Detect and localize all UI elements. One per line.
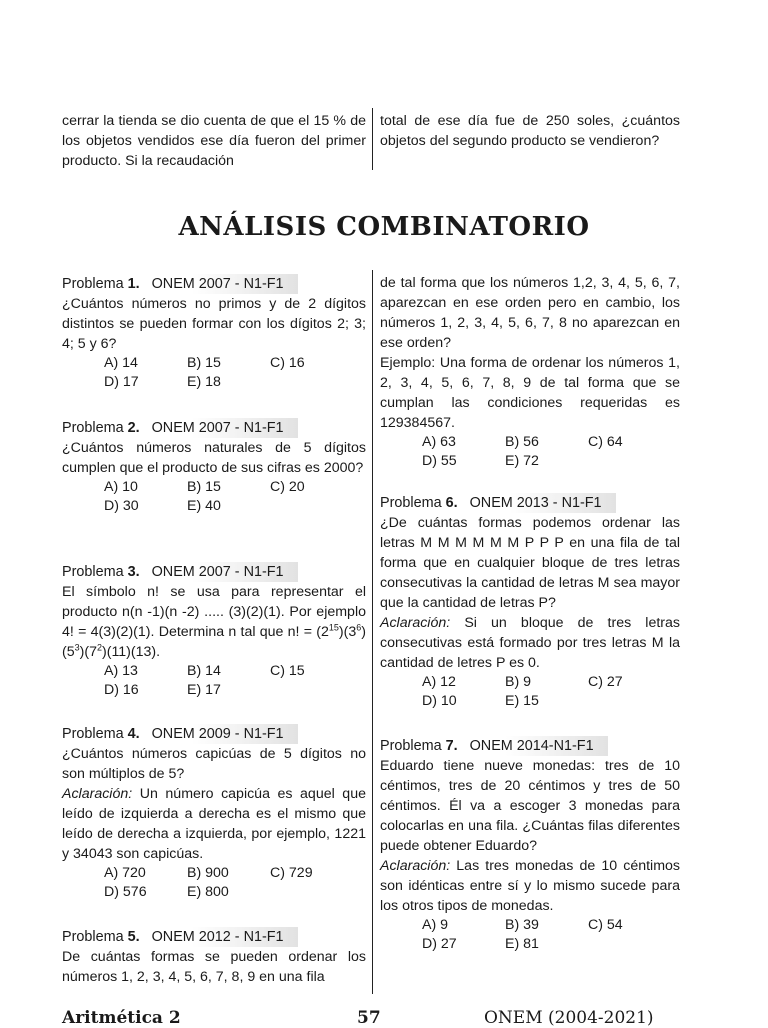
option-e: E) 18	[187, 374, 221, 390]
problem-source: ONEM 2007 - N1-F1	[151, 564, 284, 580]
problem-text: ¿Cuántos números naturales de 5 dígitos cumplen que el producto de sus cifras es 2000?	[62, 440, 366, 476]
problem-text-continued: de tal forma que los números 1,2, 3, 4, 5, 6, 7, aparezcan en ese orden pero en cambio, los números 1, 2, 3, 4, 5, 6, 7, 8 no aparezcan en ese orden?	[380, 275, 680, 351]
problem-source: ONEM 2007 - N1-F1	[151, 276, 284, 292]
clarification: Aclaración: Un número capicúa es aquel que leído de izquierda a derecha es el mismo que leído de derecha a izquierda, por ejemplo, 1221 y 34043 son capicúas.	[62, 786, 366, 862]
problem-text: ¿De cuántas formas podemos ordenar las letras M M M M M M P P P en una fila de tal forma que en cualquier bloque de tres letras consecutivas la cantidad de letras M sea mayor que la cantidad de letras P?	[380, 515, 680, 611]
problem-number: 1.	[127, 276, 140, 292]
option-c: C) 729	[270, 865, 313, 881]
problem-1	[62, 274, 366, 392]
problem-header	[62, 274, 298, 294]
example-text: Ejemplo: Una forma de ordenar los números 1, 2, 3, 4, 5, 6, 7, 8, 9 de tal forma que se cumplan las condiciones requeridas es 129384567.	[380, 355, 680, 431]
problem-label: Problema	[62, 929, 124, 945]
option-c: C) 64	[588, 434, 623, 450]
top-right-text-block	[380, 111, 680, 151]
footer-book-title: Aritmética 2	[62, 1008, 181, 1028]
problem-number: 6.	[445, 495, 458, 511]
footer-series-title: ONEM (2004-2021)	[484, 1008, 654, 1028]
top-left-text-block	[62, 111, 366, 171]
problem-number: 5.	[127, 929, 140, 945]
problem-source: ONEM 2007 - N1-F1	[151, 420, 284, 436]
option-b: B) 15	[187, 479, 221, 495]
problem-number: 7.	[445, 738, 458, 754]
problem-text: El símbolo n! se usa para representar el producto n(n -1)(n -2) ..... (3)(2)(1). Por ejemplo 4! = 4(3)(2)(1). Determina n tal que n! = $(2^{15})(3^6)(5^3)(7^2)(11)(13)$.	[62, 584, 366, 660]
problem-label: Problema	[62, 564, 124, 580]
option-c: C) 20	[270, 479, 305, 495]
problem-header	[380, 493, 616, 513]
option-c: C) 27	[588, 674, 623, 690]
clarification-label: Aclaración:	[380, 615, 451, 631]
column-divider-top	[372, 108, 373, 170]
problem-header	[380, 736, 608, 756]
problem-7	[380, 736, 680, 954]
problem-source: ONEM 2014-N1-F1	[469, 738, 594, 754]
option-d: D) 17	[104, 374, 139, 390]
option-b: B) 14	[187, 663, 221, 679]
problem-text: Eduardo tiene nueve monedas: tres de 10 céntimos, tres de 20 céntimos y tres de 50 céntimos. Él va a escoger 3 monedas para colocarlas en una fila. ¿Cuántas filas diferentes puede obtener Eduardo?	[380, 758, 680, 854]
option-d: D) 10	[422, 693, 457, 709]
option-c: C) 16	[270, 355, 305, 371]
option-d: D) 576	[104, 884, 147, 900]
option-a: A) 9	[422, 917, 449, 933]
problem-label: Problema	[380, 738, 442, 754]
option-b: B) 56	[505, 434, 539, 450]
answer-options	[380, 433, 680, 471]
answer-options	[380, 673, 680, 711]
option-e: E) 72	[505, 453, 539, 469]
option-d: D) 16	[104, 682, 139, 698]
problem-6	[380, 493, 680, 711]
option-a: A) 13	[104, 663, 138, 679]
problem-header	[62, 927, 298, 947]
problem-header	[62, 724, 298, 744]
problem-header	[62, 418, 298, 438]
answer-options	[380, 916, 680, 954]
answer-options	[62, 864, 366, 902]
option-d: D) 30	[104, 498, 139, 514]
section-title: ANÁLISIS COMBINATORIO	[178, 212, 590, 242]
clarification: Aclaración: Las tres monedas de 10 céntimos son idénticas entre sí y lo mismo sucede para los otros tipos de monedas.	[380, 858, 680, 914]
problem-number: 3.	[127, 564, 140, 580]
option-b: B) 9	[505, 674, 532, 690]
top-right-text: total de ese día fue de 250 soles, ¿cuántos objetos del segundo producto se vendieron?	[380, 113, 680, 149]
option-b: B) 15	[187, 355, 221, 371]
option-e: E) 40	[187, 498, 221, 514]
problem-text: De cuántas formas se pueden ordenar los números 1, 2, 3, 4, 5, 6, 7, 8, 9 en una fila	[62, 949, 366, 985]
problem-number: 4.	[127, 726, 140, 742]
problem-label: Problema	[62, 420, 124, 436]
problem-text: ¿Cuántos números capicúas de 5 dígitos no son múltiplos de 5?	[62, 746, 366, 782]
option-a: A) 720	[104, 865, 146, 881]
answer-options	[62, 354, 366, 392]
problem-3	[62, 562, 366, 700]
problem-4	[62, 724, 366, 902]
answer-options	[62, 662, 366, 700]
option-d: D) 27	[422, 936, 457, 952]
option-b: B) 39	[505, 917, 539, 933]
option-e: E) 17	[187, 682, 221, 698]
clarification: Aclaración: Si un bloque de tres letras consecutivas está formado por tres letras M la cantidad de letres P es 0.	[380, 615, 680, 671]
option-a: A) 12	[422, 674, 456, 690]
problem-5-continued	[380, 273, 680, 471]
problem-label: Problema	[380, 495, 442, 511]
clarification-label: Aclaración:	[62, 786, 133, 802]
clarification-label: Aclaración:	[380, 858, 451, 874]
option-b: B) 900	[187, 865, 229, 881]
option-a: A) 14	[104, 355, 138, 371]
problem-5	[62, 927, 366, 987]
problem-label: Problema	[62, 276, 124, 292]
option-e: E) 800	[187, 884, 229, 900]
problem-header	[62, 562, 298, 582]
option-d: D) 55	[422, 453, 457, 469]
option-c: C) 15	[270, 663, 305, 679]
option-a: A) 10	[104, 479, 138, 495]
top-left-text: cerrar la tienda se dio cuenta de que el 15 % de los objetos vendidos ese día fueron del primer producto. Si la recaudación	[62, 113, 366, 169]
problem-label: Problema	[62, 726, 124, 742]
option-a: A) 63	[422, 434, 456, 450]
problem-text: ¿Cuántos números no primos y de 2 dígitos distintos se pueden formar con los dígitos 2; 3; 4; 5 y 6?	[62, 296, 366, 352]
problem-source: ONEM 2009 - N1-F1	[151, 726, 284, 742]
problem-source: ONEM 2013 - N1-F1	[469, 495, 602, 511]
option-e: E) 81	[505, 936, 539, 952]
problem-number: 2.	[127, 420, 140, 436]
footer-page-number: 57	[357, 1008, 381, 1028]
option-c: C) 54	[588, 917, 623, 933]
column-divider-main	[372, 270, 373, 994]
answer-options	[62, 478, 366, 516]
problem-2	[62, 418, 366, 516]
option-e: E) 15	[505, 693, 539, 709]
problem-source: ONEM 2012 - N1-F1	[151, 929, 284, 945]
